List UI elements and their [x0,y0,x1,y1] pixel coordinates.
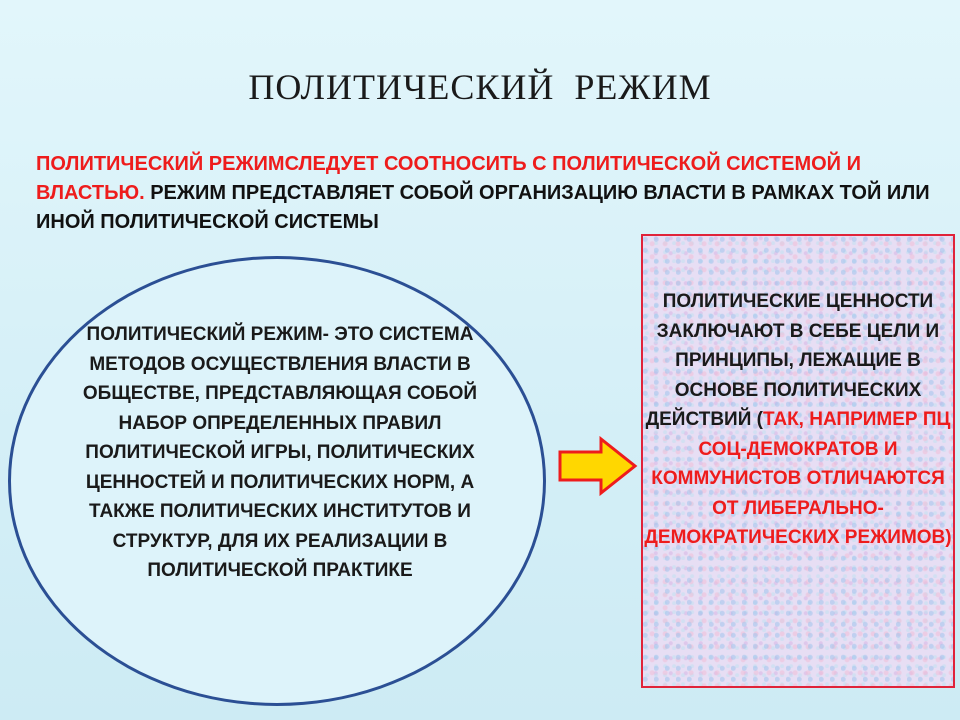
right-arrow-icon [557,436,639,496]
definition-text: ПОЛИТИЧЕСКИЙ РЕЖИМ- ЭТО СИСТЕМА МЕТОДОВ ОСУЩЕСТВЛЕНИЯ ВЛАСТИ В ОБЩЕСТВЕ, ПРЕДСТАВЛЯЮЩАЯ СОБОЙ НАБОР ОПРЕДЕЛЕННЫХ ПРАВИЛ ПОЛИТИЧЕСКОЙ ИГРЫ, ПОЛИТИЧЕСКИХ ЦЕННОСТЕЙ И ПОЛИТИЧЕСКИХ НОРМ, А ТАКЖЕ ПОЛИТИЧЕСКИХ ИНСТИТУТОВ И СТРУКТУР, ДЛЯ ИХ РЕАЛИЗАЦИИ В ПОЛИТИЧЕСКОЙ ПРАКТИКЕ [82,324,478,581]
values-text-main: ПОЛИТИЧЕСКИЕ ЦЕННОСТИ ЗАКЛЮЧАЮТ В СЕБЕ ЦЕЛИ И ПРИНЦИПЫ, ЛЕЖАЩИЕ В ОСНОВЕ ПОЛИТИЧЕСКИХ ДЕЙСТВИЙ ( [645,291,940,430]
intro-text: РЕЖИМ ПРЕДСТАВЛЯЕТ СОБОЙ ОРГАНИЗАЦИЮ ВЛАСТИ В РАМКАХ ТОЙ ИЛИ ИНОЙ ПОЛИТИЧЕСКОЙ СИСТЕМЫ [36,182,930,233]
intro-highlight: ПОЛИТИЧЕСКИЙ РЕЖИМСЛЕДУЕТ СООТНОСИТЬ С ПОЛИТИЧЕСКОЙ СИСТЕМОЙ И ВЛАСТЬЮ. [36,153,861,204]
values-text [641,287,955,553]
slide-title: ПОЛИТИЧЕСКИЙ РЕЖИМ [248,67,712,107]
intro-paragraph [36,150,936,237]
values-text-example: ТАК, НАПРИМЕР ПЦ СОЦ-ДЕМОКРАТОВ И КОММУНИСТОВ ОТЛИЧАЮТСЯ ОТ ЛИБЕРАЛЬНО-ДЕМОКРАТИЧЕСКИХ РЕЖИМОВ) [644,409,952,548]
